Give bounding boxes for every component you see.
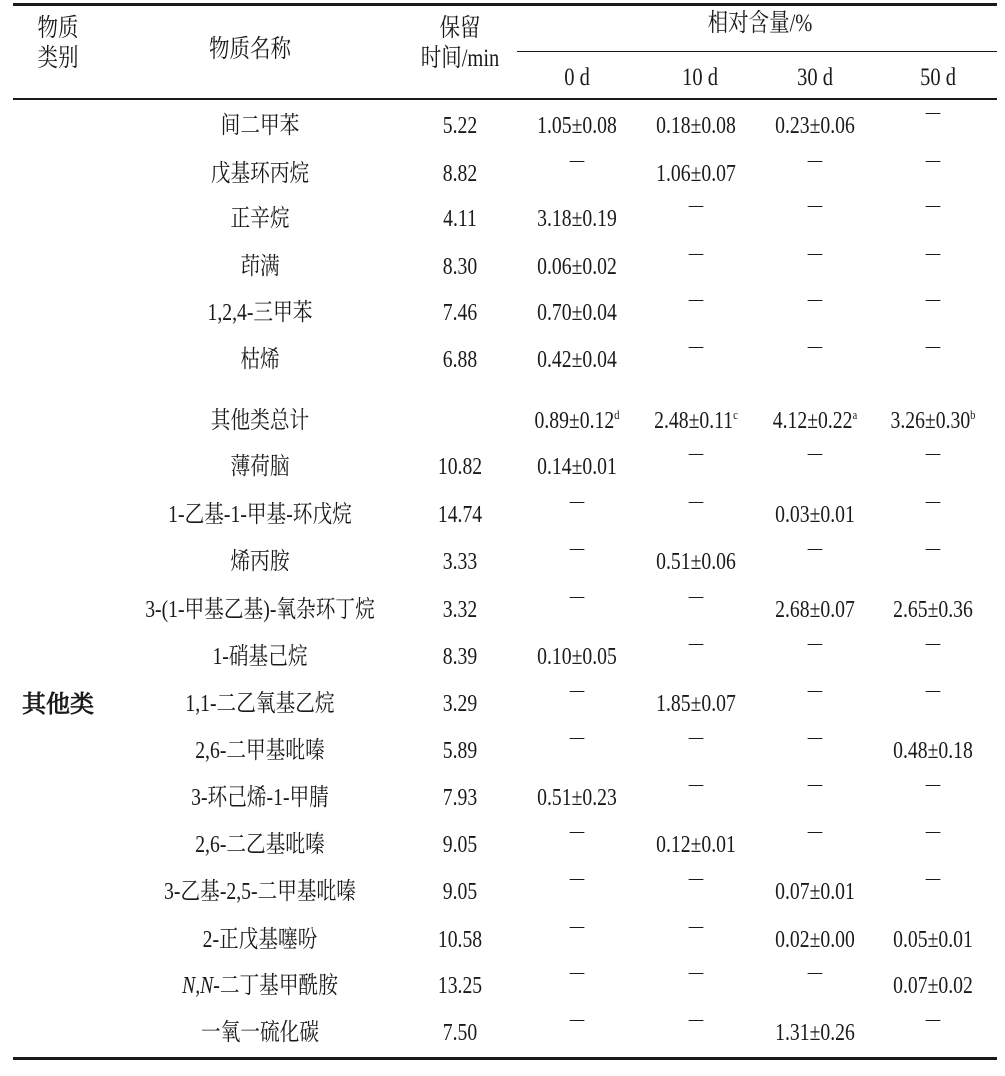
compound-name: 1-硝基己烷 [212,644,308,670]
relative-content-value: 1.06±0.07 [656,161,736,187]
empty-dash [520,676,635,704]
retention-time: 5.89 [442,738,478,764]
retention-time: 13.25 [437,973,483,999]
empty-dash [639,1005,754,1033]
empty-dash [876,439,991,467]
empty-dash [758,285,873,313]
header-day-30: 30 d [797,64,833,91]
compound-name: 正辛烷 [230,206,290,232]
empty-dash [758,676,873,704]
relative-content-value: 0.48±0.18 [893,738,973,764]
compound-name: 2,6-二甲基吡嗪 [195,738,325,764]
compound-name: 3-(1-甲基乙基)-氧杂环丁烷 [145,597,375,623]
empty-dash [876,239,991,267]
relative-content-value: 0.10±0.05 [537,644,617,670]
relative-content-value: 0.23±0.06 [775,113,855,139]
compound-name: N,N-二丁基甲酰胺 [182,973,338,999]
empty-dash [639,332,754,360]
empty-dash [639,864,754,892]
empty-dash [520,146,635,174]
header-day-10: 10 d [682,64,718,91]
retention-time: 3.33 [442,549,478,575]
compound-name: 1,2,4-三甲苯 [207,300,313,326]
retention-time: 10.82 [437,454,483,480]
relative-content-value: 0.89±0.12$^d$ [534,407,620,434]
relative-content-value: 1.31±0.26 [775,1020,855,1046]
empty-dash [876,817,991,845]
empty-dash [876,864,991,892]
relative-content-value: 0.06±0.02 [537,254,617,280]
relative-content-value: 3.26±0.30$^b$ [890,407,976,434]
category-label: 其他类 [22,690,94,718]
retention-time: 7.46 [442,300,478,326]
compound-name: 烯丙胺 [230,549,290,575]
significance-letter: a [852,407,858,422]
retention-time: 8.82 [442,161,478,187]
empty-dash [758,146,873,174]
relative-content-value: 0.18±0.08 [656,113,736,139]
retention-time: 8.30 [442,254,478,280]
empty-dash [520,582,635,610]
compound-name: 1-乙基-1-甲基-环戊烷 [168,502,352,528]
compound-name: 枯烯 [240,347,280,373]
empty-dash [520,1005,635,1033]
compound-name: 茚满 [240,254,280,280]
empty-dash [758,239,873,267]
empty-dash [758,332,873,360]
empty-dash [758,191,873,219]
empty-dash [876,332,991,360]
significance-letter: b [970,407,976,422]
relative-content-value: 0.70±0.04 [537,300,617,326]
empty-dash [520,958,635,986]
header-retention: 保留 时间/min [420,15,500,72]
retention-time: 9.05 [442,832,478,858]
empty-dash [876,487,991,515]
compound-name: 一氧一硫化碳 [200,1020,320,1046]
header-relative-content: 相对含量/% [707,10,813,37]
empty-dash [876,676,991,704]
empty-dash [876,191,991,219]
significance-letter: c [733,407,738,422]
header-sub-rule [517,51,997,52]
empty-dash [639,239,754,267]
retention-time: 7.93 [442,785,478,811]
relative-content-value: 2.48±0.11$^c$ [654,407,738,434]
empty-dash [639,958,754,986]
empty-dash [520,534,635,562]
relative-content-value: 1.85±0.07 [656,691,736,717]
empty-dash [520,487,635,515]
table-top-rule [13,3,997,6]
empty-dash [758,534,873,562]
empty-dash [758,958,873,986]
empty-dash [639,487,754,515]
header-name: 物质名称 [208,36,291,63]
relative-content-value: 3.18±0.19 [537,206,617,232]
empty-dash [639,191,754,219]
empty-dash [876,629,991,657]
table-bottom-rule [13,1057,997,1060]
retention-time: 14.74 [437,502,483,528]
empty-dash [758,770,873,798]
empty-dash [520,864,635,892]
empty-dash [520,912,635,940]
header-category: 物质 类别 [37,15,79,72]
retention-time: 7.50 [442,1020,478,1046]
empty-dash [758,439,873,467]
compound-name: 3-乙基-2,5-二甲基吡嗪 [164,879,356,905]
compound-name: 1,1-二乙氧基乙烷 [185,691,335,717]
header-day-50: 50 d [920,64,956,91]
compound-name: 间二甲苯 [220,113,300,139]
relative-content-value: 1.05±0.08 [537,113,617,139]
empty-dash [639,439,754,467]
empty-dash [876,285,991,313]
empty-dash [876,98,991,126]
header-bottom-rule [13,98,997,100]
empty-dash [520,723,635,751]
compound-name: 2-正戊基噻吩 [202,927,318,953]
compound-name: 2,6-二乙基吡嗪 [195,832,325,858]
empty-dash [639,723,754,751]
compound-name: 戊基环丙烷 [210,161,310,187]
relative-content-value: 0.51±0.23 [537,785,617,811]
empty-dash [639,770,754,798]
header-day-0: 0 d [564,64,590,91]
relative-content-value: 0.14±0.01 [537,454,617,480]
relative-content-value: 0.42±0.04 [537,347,617,373]
relative-content-value: 0.51±0.06 [656,549,736,575]
retention-time: 9.05 [442,879,478,905]
retention-time: 6.88 [442,347,478,373]
relative-content-value: 4.12±0.22$^a$ [772,407,858,434]
empty-dash [639,582,754,610]
retention-time: 5.22 [442,113,478,139]
relative-content-value: 0.07±0.01 [775,879,855,905]
retention-time: 8.39 [442,644,478,670]
relative-content-value: 0.05±0.01 [893,927,973,953]
empty-dash [639,285,754,313]
empty-dash [639,912,754,940]
retention-time: 4.11 [443,206,477,232]
retention-time: 10.58 [437,927,483,953]
relative-content-value: 0.02±0.00 [775,927,855,953]
relative-content-value: 0.03±0.01 [775,502,855,528]
empty-dash [876,770,991,798]
empty-dash [639,629,754,657]
empty-dash [876,146,991,174]
compound-name: 其他类总计 [210,408,310,434]
empty-dash [758,629,873,657]
retention-time: 3.29 [442,691,478,717]
relative-content-value: 0.07±0.02 [893,973,973,999]
retention-time: 3.32 [442,597,478,623]
compound-name: 3-环己烯-1-甲腈 [191,785,329,811]
relative-content-value: 2.68±0.07 [775,597,855,623]
empty-dash [520,817,635,845]
relative-content-value: 2.65±0.36 [893,597,973,623]
empty-dash [758,723,873,751]
empty-dash [876,534,991,562]
compound-name: 薄荷脑 [230,454,290,480]
empty-dash [876,1005,991,1033]
empty-dash [758,817,873,845]
relative-content-value: 0.12±0.01 [656,832,736,858]
significance-letter: d [614,407,620,422]
